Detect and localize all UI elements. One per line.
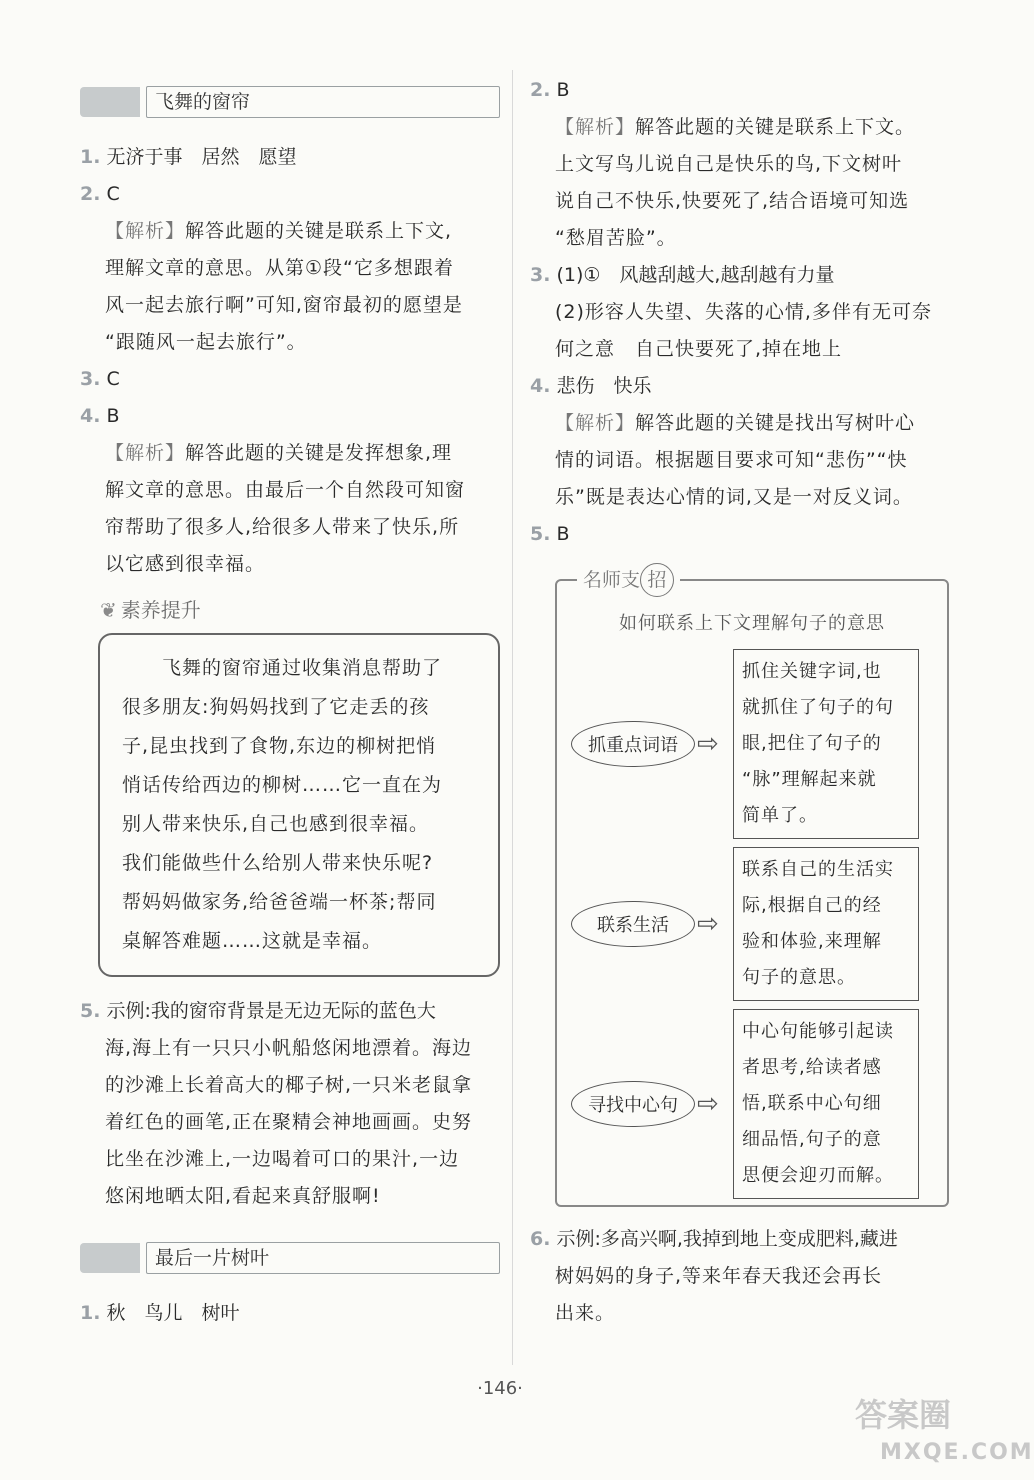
tip-row: [571, 649, 919, 839]
leaf-icon: ❦: [100, 598, 117, 622]
tip-row: [571, 847, 919, 1001]
watermark-logo: 答案圈: [855, 1396, 952, 1434]
section-tag: [80, 1243, 140, 1273]
answer-r3: 3. (1)① 风越刮越大,越刮越有力量: [530, 264, 835, 286]
analysis-r2: 【解析】解答此题的关键是联系上下文。 上文写鸟儿说自己是快乐的鸟,下文树叶 说自己不快乐,快要死了,结合语境可知选 “愁眉苦脸”。: [555, 116, 916, 249]
method-desc: 联系自己的生活实 际,根据自己的经 验和体验,来理解 句子的意思。: [733, 847, 919, 1001]
answer-4: 4. B: [80, 405, 120, 427]
section-header-2: [80, 1241, 500, 1275]
tip-badge: 招: [640, 563, 674, 597]
section-tag: [80, 87, 140, 117]
answer-r3-cont: (2)形容人失望、失落的心情,多伴有无可奈 何之意 自己快要死了,掉在地上: [555, 301, 932, 360]
literacy-box: 飞舞的窗帘通过收集消息帮助了 很多朋友:狗妈妈找到了它走丢的孩 子,昆虫找到了食物,东边的柳树把悄 悄话传给西边的柳树……它一直在为 别人带来快乐,自己也感到很幸福。 我们能做些什么给别人带来快乐呢? 帮妈妈做家务,给爸爸端一杯茶;帮同 桌解答难题……这就是幸福。: [98, 633, 500, 977]
section-header-1: [80, 85, 500, 119]
method-oval: 抓重点词语: [571, 721, 695, 767]
section-title: 飞舞的窗帘: [146, 86, 500, 118]
column-divider: [512, 70, 513, 1365]
answer-r4: 4. 悲伤 快乐: [530, 375, 652, 397]
watermark-url: MXQE.COM: [880, 1440, 1034, 1465]
right-column: [530, 72, 950, 1332]
answer-3: 3. C: [80, 368, 120, 390]
answer-2: 2. C: [80, 183, 120, 205]
literacy-heading: ❦ 素养提升: [100, 598, 201, 622]
answer-s2-1: 1. 秋 鸟儿 树叶: [80, 1302, 240, 1324]
answer-r6: 6. 示例:多高兴啊,我掉到地上变成肥料,藏进 树妈妈的身子,等来年春天我还会再长 出来。: [530, 1228, 898, 1324]
answer-r2: 2. B: [530, 79, 570, 101]
answer-5: 5. 示例:我的窗帘背景是无边无际的蓝色大 海,海上有一只只小帆船悠闲地漂着。海边 的沙滩上长着高大的椰子树,一只米老鼠拿 着红色的画笔,正在聚精会神地画画。史努 比坐在沙滩上,一边喝着可口的果汁,一边 悠闲地晒太阳,看起来真舒服啊!: [80, 1000, 473, 1207]
tip-title: 名师支 招: [577, 563, 680, 597]
teacher-tip-box: [555, 569, 949, 1207]
analysis-r4: 【解析】解答此题的关键是找出写树叶心 情的词语。根据题目要求可知“悲伤”“快 乐”既是表达心情的词,又是一对反义词。: [555, 412, 916, 508]
arrow-right-icon: ⇨: [697, 729, 719, 759]
section-title: 最后一片树叶: [146, 1242, 500, 1274]
arrow-right-icon: ⇨: [697, 1089, 719, 1119]
answer-1: 1. 无济于事 居然 愿望: [80, 146, 297, 168]
answer-r5: 5. B: [530, 523, 570, 545]
method-desc: 抓住关键字词,也 就抓住了句子的句 眼,把住了句子的 “脉”理解起来就 简单了。: [733, 649, 919, 839]
analysis-2: 【解析】解答此题的关键是联系上下文, 理解文章的意思。从第①段“它多想跟着 风一起去旅行啊”可知,窗帘最初的愿望是 “跟随风一起去旅行”。: [105, 220, 463, 353]
tip-row: [571, 1009, 919, 1199]
method-oval: 寻找中心句: [571, 1081, 695, 1127]
arrow-right-icon: ⇨: [697, 909, 719, 939]
left-column: [80, 85, 500, 1332]
page-number: ·146·: [477, 1378, 523, 1399]
analysis-4: 【解析】解答此题的关键是发挥想象,理 解文章的意思。由最后一个自然段可知窗 帘帮助了很多人,给很多人带来了快乐,所 以它感到很幸福。: [105, 442, 466, 575]
method-oval: 联系生活: [571, 901, 695, 947]
method-desc: 中心句能够引起读 者思考,给读者感 悟,联系中心句细 细品悟,句子的意 思便会迎刃而解。: [733, 1009, 919, 1199]
tip-subtitle: 如何联系上下文理解句子的意思: [619, 613, 885, 634]
